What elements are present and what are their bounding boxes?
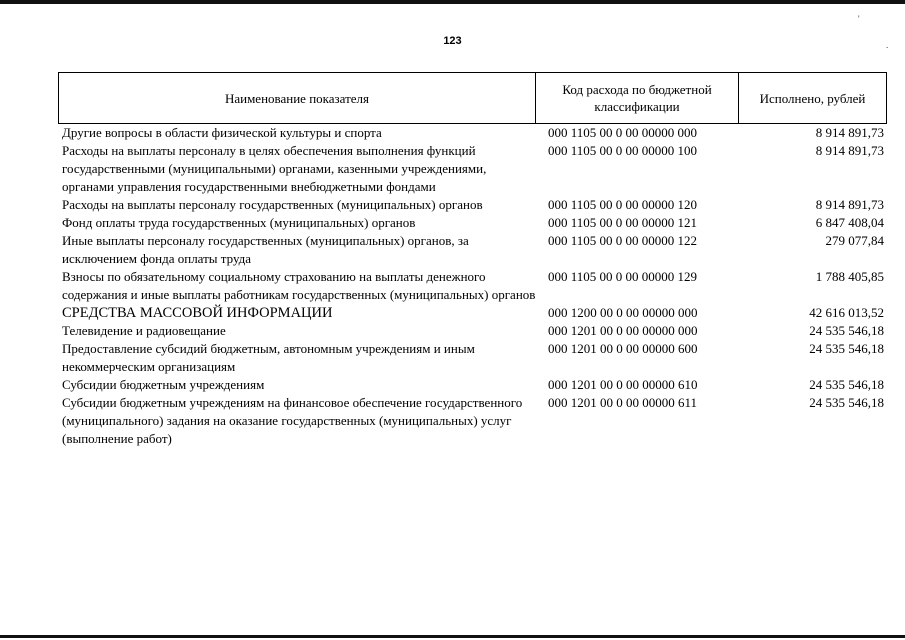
row-amount: 6 847 408,04 xyxy=(815,215,884,230)
header-name-column: Наименование показателя xyxy=(59,73,536,123)
row-amount: 42 616 013,52 xyxy=(809,305,884,320)
row-name: Субсидии бюджетным учреждениям на финансовое обеспечение государственного (муниципального) задания на оказание государственных (муниципальных) услуг (выполнение работ) xyxy=(62,395,523,446)
row-name: Субсидии бюджетным учреждениям xyxy=(62,377,265,392)
table-row xyxy=(62,268,887,304)
table-row xyxy=(62,340,887,376)
row-code: 000 1201 00 0 00 00000 611 xyxy=(548,395,698,410)
row-name: Фонд оплаты труда государственных (муниципальных) органов xyxy=(62,215,416,230)
header-executed-column: Исполнено, рублей xyxy=(759,90,866,106)
table-row xyxy=(62,214,887,232)
table-row xyxy=(62,232,887,268)
top-border-rule xyxy=(0,0,905,4)
row-code: 000 1105 00 0 00 00000 122 xyxy=(548,233,698,248)
table-row-section xyxy=(62,304,887,322)
row-amount: 24 535 546,18 xyxy=(809,341,884,356)
row-name: Расходы на выплаты персоналу государственных (муниципальных) органов xyxy=(62,197,483,212)
row-code: 000 1105 00 0 00 00000 129 xyxy=(548,269,698,284)
row-amount: 8 914 891,73 xyxy=(815,125,884,140)
table-body xyxy=(62,124,887,448)
table-row xyxy=(62,394,887,448)
table-row xyxy=(62,376,887,394)
row-code: 000 1201 00 0 00 00000 610 xyxy=(548,377,698,392)
row-amount: 8 914 891,73 xyxy=(815,197,884,212)
table-header xyxy=(58,72,887,124)
row-name: Предоставление субсидий бюджетным, автономным учреждениям и иным некоммерческим организациям xyxy=(62,341,475,374)
scan-artifact: ' xyxy=(858,14,860,24)
row-name: Телевидение и радиовещание xyxy=(62,323,226,338)
row-code: 000 1105 00 0 00 00000 120 xyxy=(548,197,698,212)
row-amount: 1 788 405,85 xyxy=(815,269,884,284)
table-row xyxy=(62,142,887,196)
row-name: Другие вопросы в области физической культуры и спорта xyxy=(62,125,382,140)
row-name: СРЕДСТВА МАССОВОЙ ИНФОРМАЦИИ xyxy=(62,305,333,321)
row-name: Взносы по обязательному социальному страхованию на выплаты денежного содержания и иные выплаты работникам государственных (муниципальных) органов xyxy=(62,269,536,302)
header-code-column: Код расхода по бюджетной классификации xyxy=(536,73,739,123)
row-code: 000 1105 00 0 00 00000 100 xyxy=(548,143,698,158)
row-code: 000 1201 00 0 00 00000 000 xyxy=(548,323,698,338)
row-amount: 24 535 546,18 xyxy=(809,395,884,410)
row-amount: 24 535 546,18 xyxy=(809,323,884,338)
row-amount: 279 077,84 xyxy=(825,233,884,248)
scan-artifact: . xyxy=(886,40,889,50)
page-number: 123 xyxy=(443,35,462,47)
bottom-border-rule xyxy=(0,635,905,638)
row-code: 000 1105 00 0 00 00000 121 xyxy=(548,215,698,230)
row-code: 000 1201 00 0 00 00000 600 xyxy=(548,341,698,356)
row-name: Расходы на выплаты персоналу в целях обеспечения выполнения функций государственными (муниципальными) органами, казенными учреждениями, органами управления государственными внебюджетными фондами xyxy=(62,143,487,194)
row-code: 000 1200 00 0 00 00000 000 xyxy=(548,305,698,320)
table-row xyxy=(62,196,887,214)
row-name: Иные выплаты персоналу государственных (муниципальных) органов, за исключением фонда оплаты труда xyxy=(62,233,469,266)
row-code: 000 1105 00 0 00 00000 000 xyxy=(548,125,698,140)
table-row xyxy=(62,124,887,142)
row-amount: 8 914 891,73 xyxy=(815,143,884,158)
row-amount: 24 535 546,18 xyxy=(809,377,884,392)
table-row xyxy=(62,322,887,340)
